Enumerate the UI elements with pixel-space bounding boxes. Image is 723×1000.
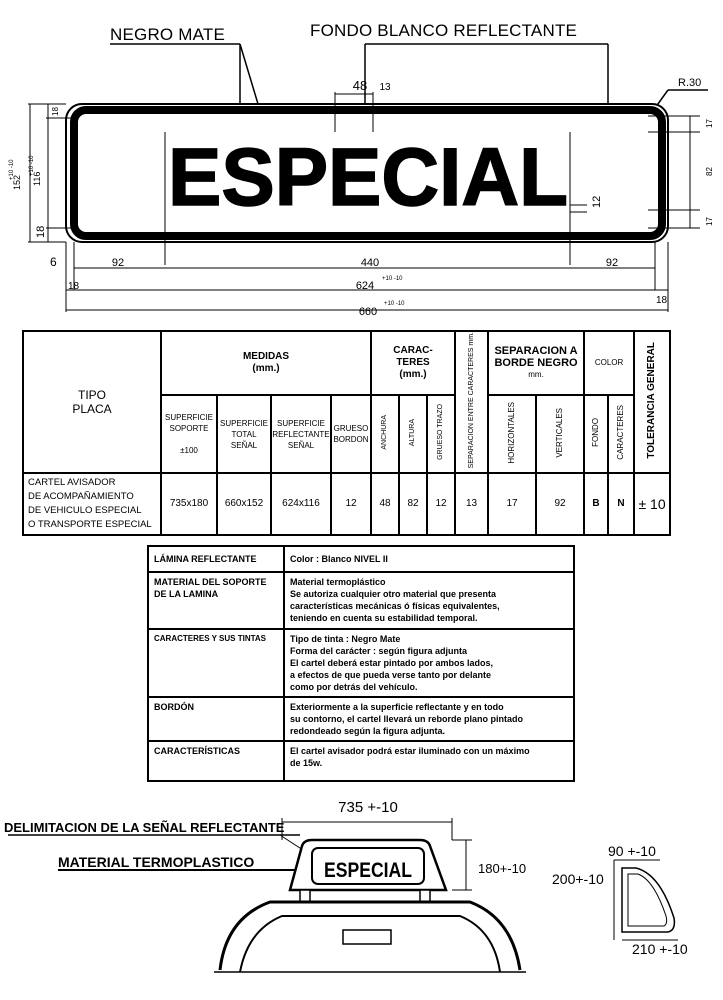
dim-18d: 18: [656, 295, 668, 306]
material-table: [147, 545, 575, 782]
dim-48: 48: [352, 78, 368, 93]
cell-grueso-bordon: 12: [331, 473, 371, 535]
mat-label: MATERIAL DEL SOPORTE DE LA LAMINA: [148, 572, 284, 629]
vehicle-drawing: [0, 790, 723, 995]
table-row: [148, 697, 574, 741]
mat-label: LÁMINA REFLECTANTE: [148, 546, 284, 572]
vehicle-sign-text: ESPECIAL: [324, 859, 413, 882]
dim-90: 90 +-10: [608, 843, 656, 859]
th-fondo: FONDO: [584, 395, 608, 473]
cell-tipo: CARTEL AVISADOR DE ACOMPAÑAMIENTO DE VEHICULO ESPECIAL O TRANSPORTE ESPECIAL: [23, 473, 161, 535]
th-grueso-trazo: GRUESO TRAZO: [427, 395, 455, 473]
cell-grueso-trazo: 12: [427, 473, 455, 535]
th-grueso-bordon: GRUESO BORDON: [331, 395, 371, 473]
table-row: [148, 741, 574, 781]
dim-left-18b: 18: [35, 225, 47, 238]
th-caracteres: CARAC- TERES (mm.): [371, 331, 455, 395]
th-altura: ALTURA: [399, 395, 427, 473]
dim-left-outer: 152: [12, 174, 22, 190]
mat-desc: Exteriormente a la superficie reflectante y en todo su contorno, el cartel llevará un reborde plano pintado redondeado según la figura adjunta.: [284, 697, 574, 741]
th-tolerancia: TOLERANCIA GENERAL: [634, 331, 670, 473]
mat-label: BORDÓN: [148, 697, 284, 741]
label-material: MATERIAL TERMOPLASTICO: [58, 854, 255, 870]
th-sup-soporte: SUPERFICIE SOPORTE ±100: [161, 395, 217, 473]
th-verticales: VERTICALES: [536, 395, 584, 473]
mat-label: CARACTERES Y SUS TINTAS: [148, 629, 284, 697]
label-fondo: FONDO BLANCO REFLECTANTE: [310, 21, 578, 40]
th-sup-total: SUPERFICIE TOTAL SEÑAL: [217, 395, 271, 473]
dim-17a: 17: [705, 119, 714, 128]
mat-desc: Tipo de tinta : Negro Mate Forma del carácter : según figura adjunta El cartel deberá estar pintado por ambos lados, a efectos de que pueda verse tanto por delante como por detrás del vehículo.: [284, 629, 574, 697]
cell-sup-total: 660x152: [217, 473, 271, 535]
dim-6: 6: [50, 255, 57, 269]
table-row: [148, 629, 574, 697]
cell-anchura: 48: [371, 473, 399, 535]
table-row: [23, 473, 670, 535]
th-separacion-borde: SEPARACION A BORDE NEGRO mm.: [488, 331, 584, 395]
dim-left-inner: 116: [32, 171, 42, 186]
th-color: COLOR: [584, 331, 634, 395]
dim-660: 660: [358, 306, 378, 318]
sign-drawing: [0, 0, 723, 325]
mat-desc: Color : Blanco NIVEL II: [284, 546, 574, 572]
dim-624-tol: +10 -10: [382, 276, 403, 282]
sign-text: ESPECIAL: [168, 132, 568, 223]
cell-sup-soporte: 735x180: [161, 473, 217, 535]
dim-440: 440: [360, 257, 380, 269]
cell-tolerancia: ± 10: [634, 473, 670, 535]
table-row: [148, 572, 574, 629]
th-caracteres-col: CARACTERES: [608, 395, 634, 473]
mat-desc: Material termoplástico Se autoriza cualquier otro material que presenta características mecánicas ó físicas equivalentes, teniendo en cuenta su estabilidad temporal.: [284, 572, 574, 629]
label-radius: R.30: [678, 77, 702, 89]
mat-label: CARACTERÍSTICAS: [148, 741, 284, 781]
dim-left-inner-tol: +10 -10: [29, 155, 35, 176]
dim-13: 13: [379, 82, 391, 93]
mat-desc: El cartel avisador podrá estar iluminado con un máximo de 15w.: [284, 741, 574, 781]
th-medidas: MEDIDAS (mm.): [161, 331, 371, 395]
dim-18c: 18: [68, 281, 80, 292]
cell-altura: 82: [399, 473, 427, 535]
th-horizontales: HORIZONTALES: [488, 395, 536, 473]
cell-fondo: B: [584, 473, 608, 535]
th-anchura: ANCHURA: [371, 395, 399, 473]
cell-caracteres: N: [608, 473, 634, 535]
dim-82: 82: [705, 167, 714, 176]
dim-210: 210 +-10: [632, 941, 688, 957]
label-delimitacion: DELIMITACION DE LA SEÑAL REFLECTANTE: [4, 820, 285, 835]
th-tipo-placa: TIPO PLACA: [23, 331, 161, 473]
dim-735: 735 +-10: [338, 799, 398, 816]
th-sup-reflectante: SUPERFICIE REFLECTANTE SEÑAL: [271, 395, 331, 473]
cell-verticales: 92: [536, 473, 584, 535]
spec-table: [22, 330, 671, 536]
dim-660-tol: +10 -10: [384, 301, 405, 307]
cell-sup-reflectante: 624x116: [271, 473, 331, 535]
cell-horizontales: 17: [488, 473, 536, 535]
dim-12: 12: [591, 195, 603, 208]
dim-left-outer-tol: +10 -10: [9, 159, 15, 180]
dim-180: 180+-10: [478, 861, 527, 876]
dim-left-18a: 18: [51, 107, 60, 116]
dim-200: 200+-10: [552, 871, 604, 887]
dim-17b: 17: [705, 217, 714, 226]
dim-624: 624: [355, 280, 375, 292]
table-row: [148, 546, 574, 572]
dim-92b: 92: [605, 257, 619, 269]
dim-92a: 92: [111, 257, 125, 269]
th-separacion-chars: SEPARACION ENTRE CARACTERES mm.: [455, 331, 488, 473]
label-negro-mate: NEGRO MATE: [110, 25, 226, 44]
cell-separacion-chars: 13: [455, 473, 488, 535]
